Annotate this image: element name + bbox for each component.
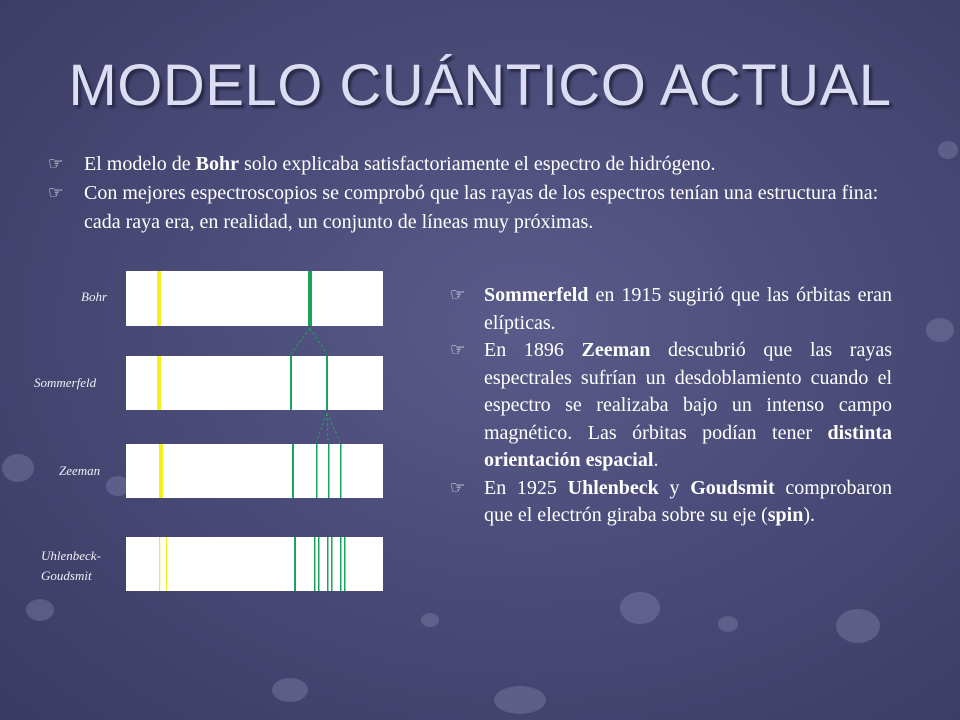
label-zeeman: Zeeman — [59, 463, 101, 478]
green-line — [331, 537, 333, 591]
pointing-hand-icon: ☞ — [48, 154, 64, 174]
term-spin: spin — [767, 504, 804, 526]
spectrum-panel-zeeman — [126, 444, 383, 498]
term-sommerfeld: Sommerfeld — [484, 284, 589, 306]
green-line — [292, 444, 294, 498]
page-title: MODELO CUÁNTICO ACTUAL — [68, 53, 892, 118]
spectrum-panel-bohr — [126, 271, 383, 326]
bullet-uhlenbeck-goudsmit: ☞ En 1925 Uhlenbeck y Goudsmit comprobaron que el electrón giraba sobre su eje (spin). — [450, 476, 892, 526]
pointing-hand-icon: ☞ — [450, 285, 466, 305]
bullet-sommerfeld: ☞ Sommerfeld en 1915 sugirió que las órbitas eran elípticas. — [450, 284, 892, 334]
yellow-line — [157, 271, 161, 326]
term-bohr: Bohr — [195, 153, 239, 175]
green-line — [314, 537, 316, 591]
yellow-line — [157, 356, 161, 410]
green-line — [327, 537, 329, 591]
label-uhlenbeck-goudsmit: Uhlenbeck- Goudsmit — [41, 548, 101, 583]
green-line — [316, 444, 318, 498]
right-bullets — [450, 282, 892, 530]
green-line — [326, 356, 328, 410]
label-bohr: Bohr — [81, 289, 107, 304]
spectrum-panel-sommerfeld — [126, 356, 383, 410]
intro-bullet-fine-structure: ☞ Con mejores espectroscopios se comprobó que las rayas de los espectros tenían una estructura fina: cada raya era, en realidad, un conjunto de líneas muy próximas. — [48, 179, 904, 237]
yellow-line — [159, 537, 160, 591]
green-line — [340, 537, 342, 591]
term-goudsmit: Goudsmit — [690, 476, 775, 499]
term-zeeman: Zeeman — [581, 339, 651, 361]
intro-bullet-bohr: ☞ El modelo de Bohr solo explicaba satisfactoriamente el espectro de hidrógeno. — [48, 150, 904, 179]
bullet-zeeman: ☞ En 1896 Zeeman descubrió que las rayas espectrales sufrían un desdoblamiento cuando el espectro se realizaba bajo un intenso campo magnético. Las órbitas podían tener distinta orientación espacial. — [450, 339, 892, 471]
term-orientacion: distinta orientación espacial — [484, 421, 892, 471]
green-line — [318, 537, 320, 591]
green-line — [308, 271, 312, 326]
yellow-line — [166, 537, 167, 591]
pointing-hand-icon: ☞ — [450, 477, 466, 498]
yellow-line — [159, 444, 163, 498]
green-line — [344, 537, 346, 591]
green-line — [290, 356, 292, 410]
pointing-hand-icon: ☞ — [48, 183, 64, 203]
green-line — [294, 537, 296, 591]
term-uhlenbeck: Uhlenbeck — [567, 476, 659, 499]
green-line — [340, 444, 342, 498]
green-line — [328, 444, 330, 498]
pointing-hand-icon: ☞ — [450, 340, 466, 360]
label-sommerfeld: Sommerfeld — [34, 375, 97, 390]
